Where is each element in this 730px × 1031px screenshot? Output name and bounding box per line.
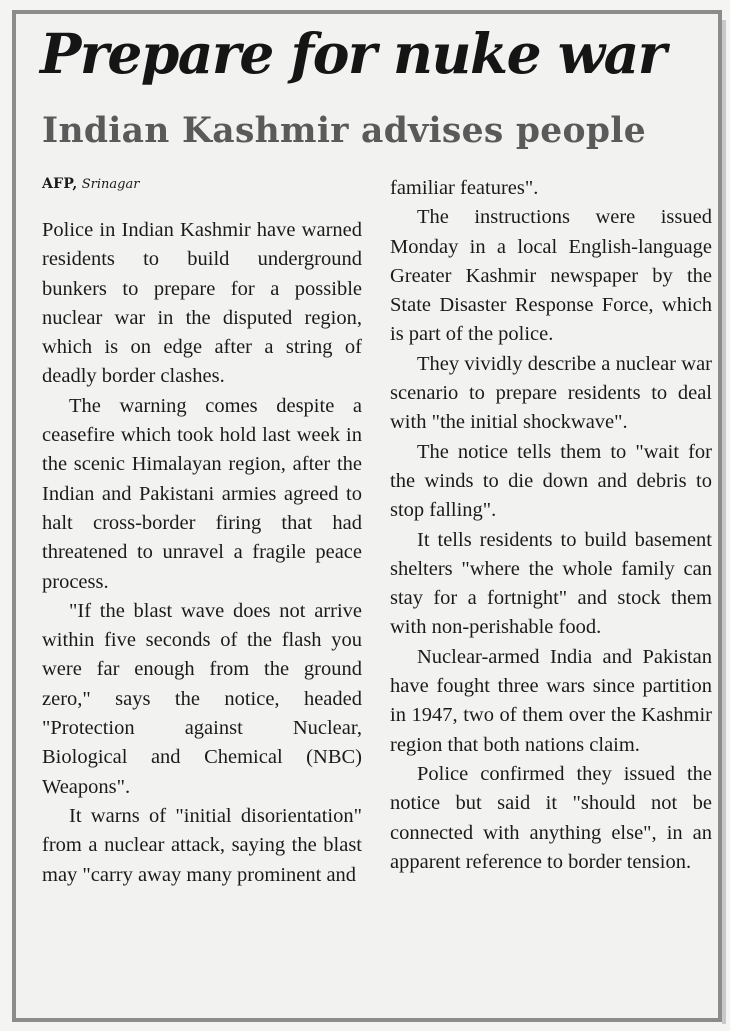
article-paragraph: The instructions were issued Monday in a local English-language Greater Kashmir newspaper by the State Disaster Response Force, which is part of the police.: [390, 206, 712, 346]
article-paragraph: It warns of "initial disorientation" from a nuclear attack, saying the blast may "carry away many prominent and: [42, 804, 362, 886]
subheadline: Indian Kashmir advises people: [42, 111, 646, 151]
article-paragraph: Police in Indian Kashmir have warned residents to build underground bunkers to prepare for a possible nuclear war in the disputed region, which is on edge after a string of deadly border clashes.: [42, 219, 362, 388]
headline: Prepare for nuke war: [40, 21, 666, 86]
article-paragraph: They vividly describe a nuclear war scenario to prepare residents to deal with "the initial shockwave".: [390, 352, 712, 434]
article-paragraph: Police confirmed they issued the notice but said it "should not be connected with anything else", in an apparent reference to border tension.: [390, 762, 712, 873]
byline: [42, 177, 139, 191]
article-paragraph: The warning comes despite a ceasefire which took hold last week in the scenic Himalayan region, after the Indian and Pakistani armies agreed to halt cross-border firing that had threatened to unravel a fragile peace process.: [42, 394, 362, 593]
article-paragraph: Nuclear-armed India and Pakistan have fought three wars since partition in 1947, two of them over the Kashmir region that both nations claim.: [390, 645, 712, 756]
article-paragraph: "If the blast wave does not arrive within five seconds of the flash you were far enough from the ground zero," says the notice, headed "Protection against Nuclear, Biological and Chemical (NBC) Weapons".: [42, 599, 362, 798]
article-column-right: [390, 174, 712, 877]
byline-place: Srinagar: [81, 177, 140, 192]
article-paragraph: The notice tells them to "wait for the winds to die down and debris to stop falling".: [390, 440, 712, 522]
article-column-left: [42, 216, 362, 890]
byline-agency: AFP,: [42, 176, 78, 192]
newspaper-clipping: [12, 10, 722, 1022]
article-paragraph: It tells residents to build basement shelters "where the whole family can stay for a fortnight" and stock them with non-perishable food.: [390, 528, 712, 639]
article-paragraph-continued: familiar features".: [390, 177, 539, 199]
